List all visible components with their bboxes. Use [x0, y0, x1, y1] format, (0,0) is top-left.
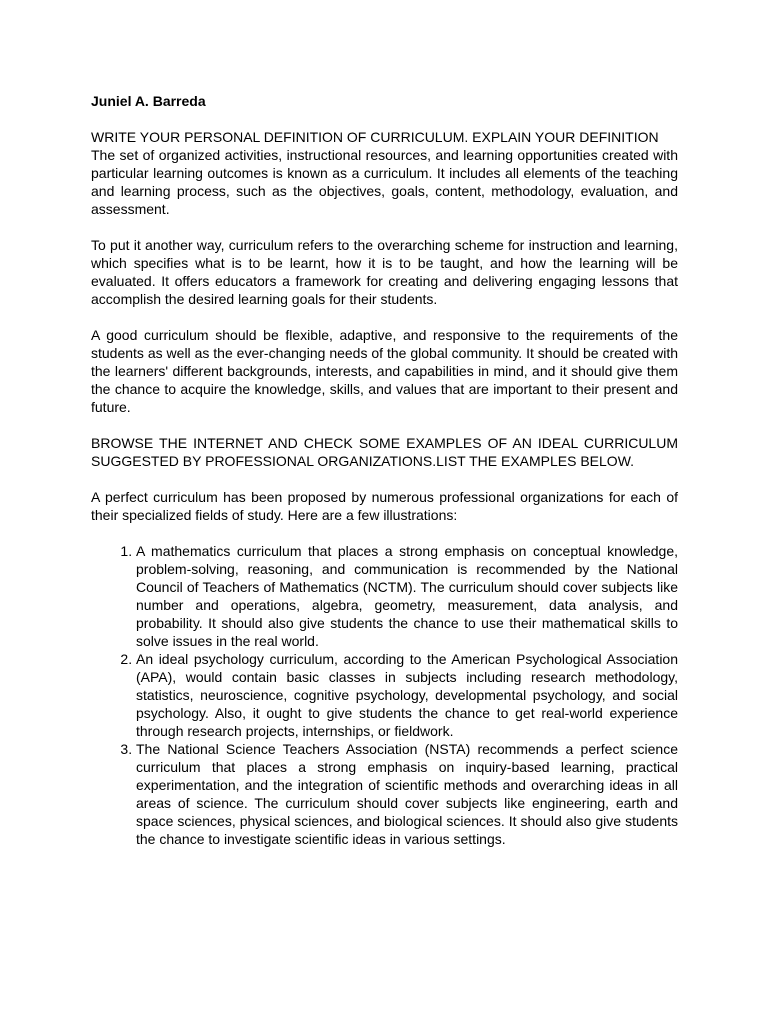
list-item: 1. A mathematics curriculum that places a strong emphasis on conceptual knowledge, problem-solving, reasoning, and communication is recommended by the National Council of Teachers of Mathematics (NCTM). The curriculum should cover subjects like number and operations, algebra, geometry, measurement, data analysis, and probability. It should also give students the chance to use their mathematical skills to solve issues in the real world. [136, 542, 678, 650]
examples-intro: A perfect curriculum has been proposed by numerous professional organizations for each of their specialized fields of study. Here are a few illustrations: [91, 489, 678, 523]
definition-paragraph-2: To put it another way, curriculum refers to the overarching scheme for instruction and learning, which specifies what is to be learnt, how it is to be taught, and how the learning will be evaluated. It offers educators a framework for creating and delivering engaging lessons that accomplish the desired learning goals for their students. [91, 237, 678, 307]
definition-paragraph-1: The set of organized activities, instructional resources, and learning opportunities created with particular learning outcomes is known as a curriculum. It includes all elements of the teaching and learning process, such as the objectives, goals, content, methodology, evaluation, and assessment. [91, 147, 678, 217]
definition-paragraph-3: A good curriculum should be flexible, adaptive, and responsive to the requirements of the students as well as the ever-changing needs of the global community. It should be created with the learners' different backgrounds, interests, and capabilities in mind, and it should give them the chance to acquire the knowledge, skills, and values that are important to their present and future. [91, 327, 678, 415]
section2-heading: BROWSE THE INTERNET AND CHECK SOME EXAMPLES OF AN IDEAL CURRICULUM SUGGESTED BY PROFESSIONAL ORGANIZATIONS.LIST THE EXAMPLES BELOW. [91, 435, 678, 469]
section-spacer [91, 470, 678, 488]
section1-heading: WRITE YOUR PERSONAL DEFINITION OF CURRICULUM. EXPLAIN YOUR DEFINITION [91, 129, 659, 145]
list-item: 3. The National Science Teachers Association (NSTA) recommends a perfect science curriculum that places a strong emphasis on inquiry-based learning, practical experimentation, and the integration of scientific methods and overarching ideas in all areas of science. The curriculum should cover subjects like engineering, earth and space sciences, physical sciences, and biological sciences. It should also give students the chance to investigate scientific ideas in various settings. [136, 740, 678, 848]
document-page [91, 92, 678, 848]
list-item: 2. An ideal psychology curriculum, according to the American Psychological Association (APA), would contain basic classes in subjects including research methodology, statistics, neuroscience, cognitive psychology, developmental psychology, and social psychology. Also, it ought to give students the chance to get real-world experience through research projects, internships, or fieldwork. [136, 650, 678, 740]
author-name: Juniel A. Barreda [91, 93, 206, 109]
examples-list [91, 542, 678, 848]
